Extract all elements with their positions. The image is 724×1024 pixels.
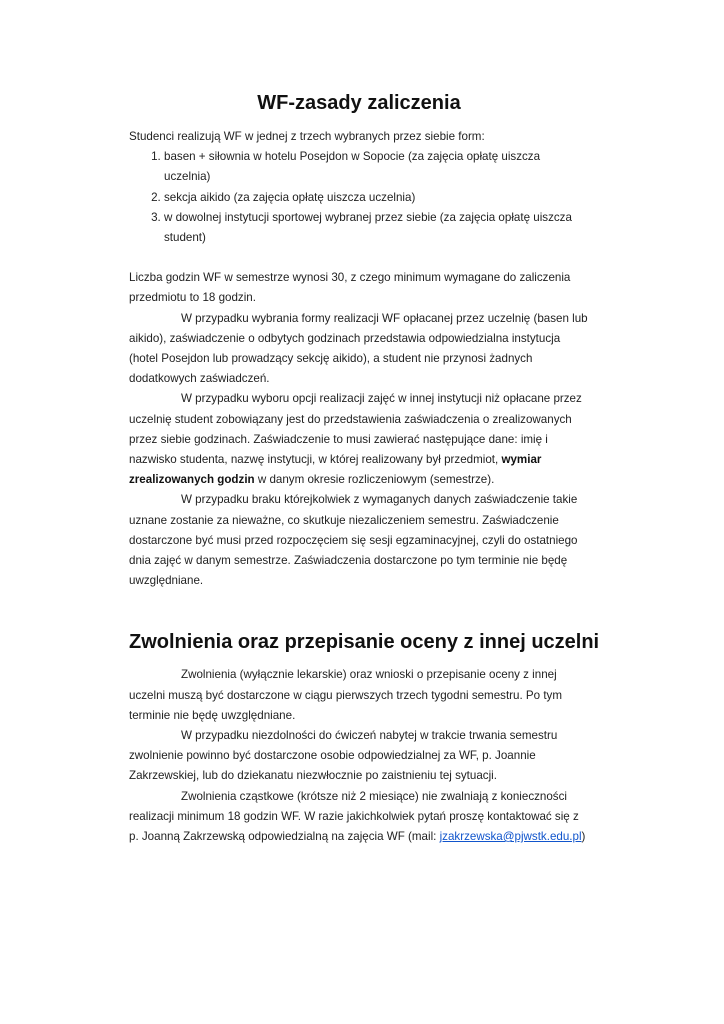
- spacer: [129, 591, 589, 629]
- paid-form-paragraph: W przypadku wybrania formy realizacji WF opłacanej przez uczelnię (basen lub aikido), zaświadczenie o odbytych godzinach przedstawia odpowiedzialna instytucja (hotel Posejdon lub prowadzący sekcję aikido), a student nie przynosi żadnych dodatkowych zaświadczeń.: [129, 311, 588, 386]
- email-link[interactable]: jzakrzewska@pjwstk.edu.pl: [439, 830, 582, 844]
- spacer: [129, 248, 589, 268]
- paragraph-text: W przypadku wyboru opcji realizacji zajęć w innej instytucji niż opłacane przez uczelnię student zobowiązany jest do przedstawienia zaświadczenia o zrealizowanych przez siebie godzinach. Zaświadczenie to musi zawierać następujące dane: imię i nazwisko studenta, nazwę instytucji, w której realizowany był przedmiot,: [129, 392, 582, 467]
- missing-data-paragraph: W przypadku braku którejkolwiek z wymaganych danych zaświadczenie takie uznane zostanie za nieważne, co skutkuje niezaliczeniem semestru. Zaświadczenie dostarczone być musi przed rozpoczęciem się sesji egzaminacyjnej, czyli do ostatniego dnia zajęć w danym semestrze. Zaświadczenia dostarczone po tym terminie nie będę uwzględniane.: [129, 493, 578, 588]
- forms-list: [129, 147, 589, 248]
- list-item: 3. w dowolnej instytucji sportowej wybranej przez siebie (za zajęcia opłatę uiszcza student): [164, 208, 589, 248]
- partial-exemptions-paragraph: [129, 787, 589, 848]
- other-institution-paragraph: [129, 389, 589, 490]
- bold-phrase: wymiar zrealizowanych godzin: [129, 453, 542, 487]
- document-page: [129, 90, 600, 847]
- list-item: 1. basen + siłownia w hotelu Posejdon w Sopocie (za zajęcia opłatę uiszcza uczelnia): [164, 147, 589, 187]
- section-heading: Zwolnienia oraz przepisanie oceny z innej uczelni: [129, 631, 600, 654]
- document-title: WF-zasady zaliczenia: [257, 92, 461, 114]
- list-item: 2. sekcja aikido (za zajęcia opłatę uiszcza uczelnia): [164, 188, 589, 208]
- hours-paragraph: Liczba godzin WF w semestrze wynosi 30, z czego minimum wymagane do zaliczenia przedmiotu to 18 godzin.: [129, 271, 571, 305]
- paragraph-text: Zwolnienia cząstkowe (krótsze niż 2 miesiące) nie zwalniają z konieczności realizacji minimum 18 godzin WF. W razie jakichkolwiek pytań proszę kontaktować się z p. Joanną Zakrzewską odpowiedzialną na zajęcia WF (mail:: [129, 789, 579, 844]
- paragraph-text: w danym okresie rozliczeniowym (semestrze).: [254, 473, 495, 487]
- paragraph-text: ): [581, 830, 586, 844]
- inability-paragraph: W przypadku niezdolności do ćwiczeń nabytej w trakcie trwania semestru zwolnienie powinno być dostarczone osobie odpowiedzialnej za WF, p. Joannie Zakrzewskiej, lub do dziekanatu niezwłocznie po zaistnieniu tej sytuacji.: [129, 729, 558, 783]
- exemptions-paragraph: Zwolnienia (wyłącznie lekarskie) oraz wnioski o przepisanie oceny z innej uczelni muszą być dostarczone w ciągu pierwszych trzech tygodni semestru. Po tym terminie nie będę uwzględniane.: [129, 668, 563, 722]
- intro-paragraph: Studenci realizują WF w jednej z trzech wybranych przez siebie form:: [129, 130, 485, 143]
